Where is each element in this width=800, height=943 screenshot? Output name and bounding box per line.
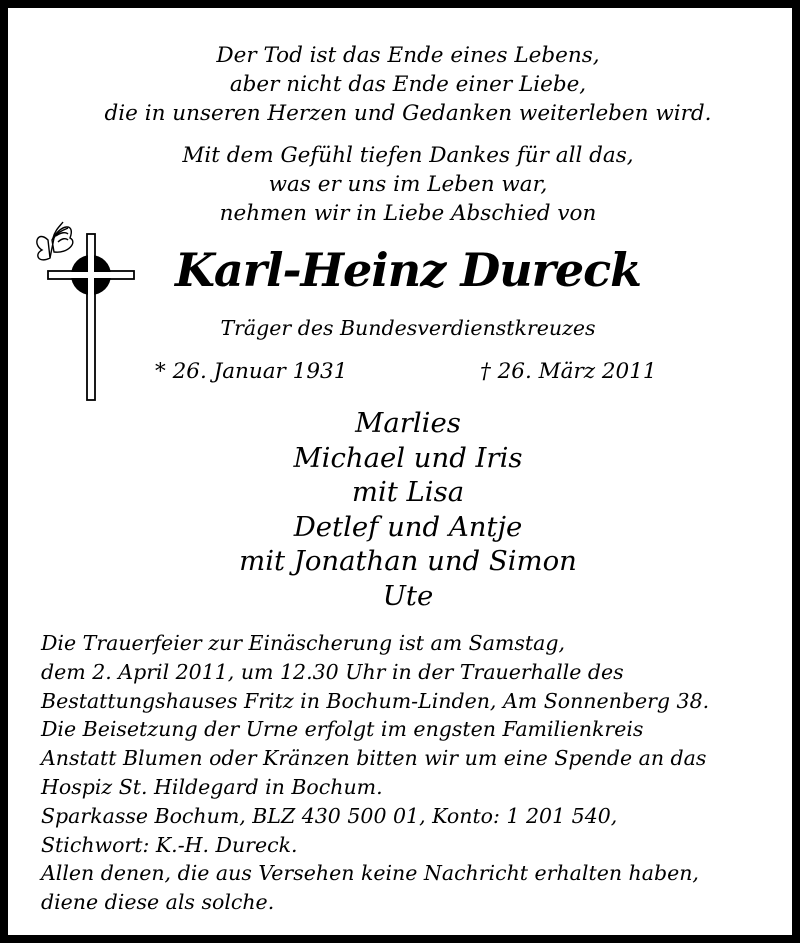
poem-line: die in unseren Herzen und Gedanken weiterleben wird. [104,101,712,126]
family-member: Detlef und Antje [293,510,523,543]
notice-line: Allen denen, die aus Versehen keine Nachricht erhalten haben, [41,861,699,886]
poem-stanza-1 [8,41,800,128]
family-list [8,406,800,613]
family-member: mit Jonathan und Simon [239,545,577,577]
deceased-name: Karl-Heinz Dureck [174,243,642,297]
notice-line: Die Trauerfeier zur Einäscherung ist am Samstag, [41,631,565,655]
family-member: Ute [382,579,434,612]
poem-line: was er uns im Leben war, [268,172,548,197]
notice-line: dem 2. April 2011, um 12.30 Uhr in der Trauerhalle des [41,659,624,684]
notice-line: Sparkasse Bochum, BLZ 430 500 01, Konto: 1 201 540, [41,803,618,828]
poem-line: Mit dem Gefühl tiefen Dankes für all das, [182,143,634,168]
poem-line: aber nicht das Ende einer Liebe, [229,72,587,97]
family-member: Michael und Iris [293,441,523,474]
notice-line: Stichwort: K.-H. Dureck. [41,832,298,857]
notice-line: Anstatt Blumen oder Kränzen bitten wir um eine Spende an das [41,746,707,771]
notice-line: Bestattungshauses Fritz in Bochum-Linden, Am Sonnenberg 38. [41,688,710,713]
funeral-notice [41,629,796,917]
notice-line: Hospiz St. Hildegard in Bochum. [41,774,383,799]
notice-line: diene diese als solche. [41,890,275,915]
death-date: † 26. März 2011 [480,359,657,384]
honor-line: Träger des Bundesverdienstkreuzes [220,316,596,340]
poem-line: nehmen wir in Liebe Abschied von [219,201,597,226]
notice-line: Die Beisetzung der Urne erfolgt im engsten Familienkreis [41,717,644,742]
birth-date: * 26. Januar 1931 [155,359,348,384]
family-member: Marlies [355,407,461,439]
family-member: mit Lisa [351,476,465,508]
poem-line: Der Tod ist das Ende eines Lebens, [216,43,600,68]
